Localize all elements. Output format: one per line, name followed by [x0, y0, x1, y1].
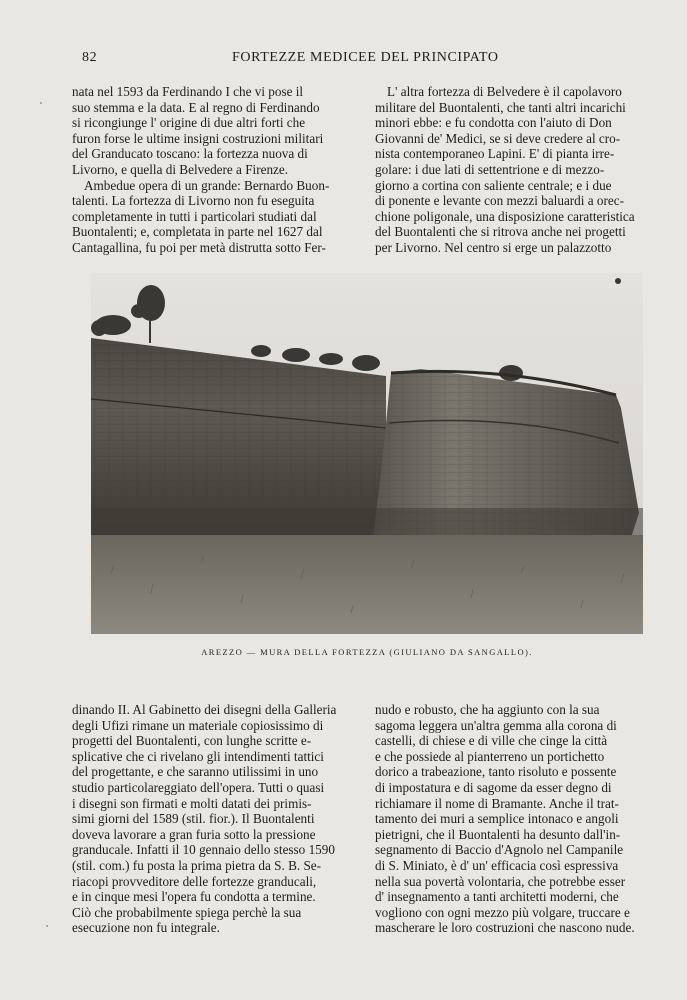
text-line: e in cinque mesi l'opera fu condotta a termine.: [72, 889, 316, 905]
text-line: di impostatura e di sagome da esser degno di: [375, 779, 612, 795]
text-line: L' altra fortezza di Belvedere è il capolavoro: [387, 84, 622, 99]
text-line: completamente in tutti i particolari studiati dal: [72, 208, 317, 224]
text-line: sagoma leggera un'altra gemma alla corona di: [375, 717, 617, 733]
text-line: dorico a trabeazione, tanto risoluto e possente: [375, 764, 617, 780]
text-column-bottom-left: [72, 702, 358, 936]
text-line: del progettante, e che saranno utilissimi in uno: [72, 764, 319, 780]
text-line: castelli, di chiese e di ville che cinge la città: [375, 733, 608, 749]
text-line: per Livorno. Nel centro si erge un palazzotto: [375, 239, 612, 255]
text-line: splicative che ci rivelano gli intendimenti tattici: [72, 748, 324, 764]
photo-caption: AREZZO — MURA DELLA FORTEZZA (GIULIANO DA SANGALLO).: [201, 647, 533, 657]
text-line: di ponente e levante con mezzi baluardi a orec-: [375, 193, 624, 209]
text-line: tamento dei muri a semplice intonaco e angoli: [375, 811, 619, 827]
text-line: riacopi provveditore delle fortezze granducali,: [72, 873, 317, 889]
text-line: e che possiede al pianterreno un portichetto: [375, 748, 605, 764]
text-line: Ciò che probabilmente spiega perchè la sua: [72, 904, 302, 920]
text-line: vogliono con ogni mezzo più volgare, truccare e: [375, 904, 630, 920]
text-line: pietrigni, che il Buontalenti ha desunto dall'in-: [375, 826, 621, 842]
text-column-top-right: [375, 84, 664, 256]
text-line: d' insegnamento a tanti architetti moderni, che: [375, 889, 619, 905]
text-line: del Buontalenti che si ritrova anche nei progetti: [375, 224, 626, 240]
text-column-bottom-right: [375, 702, 664, 936]
text-line: militare del Buontalenti, che tanti altri incarichi: [375, 99, 626, 115]
text-line: mascherare le loro costruzioni che nascono nude.: [375, 920, 635, 936]
text-line: nudo e robusto, che ha aggiunto con la sua: [375, 702, 600, 717]
text-line: (stil. com.) fu posta la prima pietra da S. B. Se-: [72, 857, 322, 873]
text-line: talenti. La fortezza di Livorno non fu eseguita: [72, 193, 315, 209]
text-line: di S. Miniato, è d' un' efficacia così espressiva: [375, 857, 619, 873]
text-line: del Granducato toscano: la fortezza nuova di: [72, 146, 308, 162]
text-line: simi giorni del 1589 (stil. fior.). Il Buontalenti: [72, 811, 315, 827]
text-line: si ricongiunge l' origine di due altri forti che: [72, 115, 306, 131]
text-line: giorno a cortina con saliente centrale; e i due: [375, 177, 612, 193]
text-line: studio particolareggiato dell'opera. Tutti o quasi: [72, 779, 325, 795]
text-line: nista contemporaneo Lapini. E' di pianta irre-: [375, 146, 615, 162]
text-line: i disegni son firmati e molti datati dei primis-: [72, 795, 312, 811]
text-line: Giovanni de' Medici, se si deve credere al cro-: [375, 130, 621, 146]
running-head: FORTEZZE MEDICEE DEL PRINCIPATO: [232, 50, 499, 65]
text-line: Livorno, e quella di Belvedere a Firenze.: [72, 161, 289, 177]
page-number: 82: [82, 50, 98, 65]
text-line: nella sua povertà volontaria, che potrebbe esser: [375, 873, 626, 889]
text-line: segnamento di Baccio d'Agnolo nel Campanile: [375, 842, 624, 858]
text-line: Cantagallina, fu poi per metà distrutta sotto Fer-: [72, 239, 326, 255]
text-line: richiamare il nome di Bramante. Anche il trat-: [375, 795, 619, 811]
text-line: progetti del Buontalenti, con lunghe scritte e-: [72, 733, 312, 749]
text-line: chione poligonale, una disposizione caratteristica: [375, 208, 635, 224]
text-line: suo stemma e la data. E al regno di Ferdinando: [72, 99, 320, 115]
text-line: degli Ufizi rimane un materiale copiosissimo di: [72, 717, 324, 733]
text-line: minori ebbe: e fu condotta con l'aiuto di Don: [375, 115, 612, 131]
text-line: esecuzione non fu integrale.: [72, 920, 220, 936]
paper-speck: [40, 102, 42, 104]
text-column-top-left: [72, 84, 358, 256]
grass-field: [91, 535, 643, 634]
page-header: [82, 50, 643, 70]
fortress-wall-photograph: [91, 273, 643, 634]
paper-speck: [46, 925, 48, 927]
text-line: granducale. Infatti il 10 gennaio dello stesso 1590: [72, 842, 335, 858]
text-line: golare: i due lati di settentrione e di mezzo-: [375, 161, 605, 177]
text-line: doveva lavorare a gran furia sotto la pressione: [72, 826, 316, 842]
text-line: dinando II. Al Gabinetto dei disegni della Galleria: [72, 702, 337, 717]
text-line: Buontalenti; e, completata in parte nel 1627 dal: [72, 224, 323, 240]
text-line: Ambedue opera di un grande: Bernardo Buon-: [84, 177, 330, 193]
text-line: nata nel 1593 da Ferdinando I che vi pose il: [72, 84, 304, 99]
text-line: furon forse le ultime insigni costruzioni militari: [72, 130, 324, 146]
